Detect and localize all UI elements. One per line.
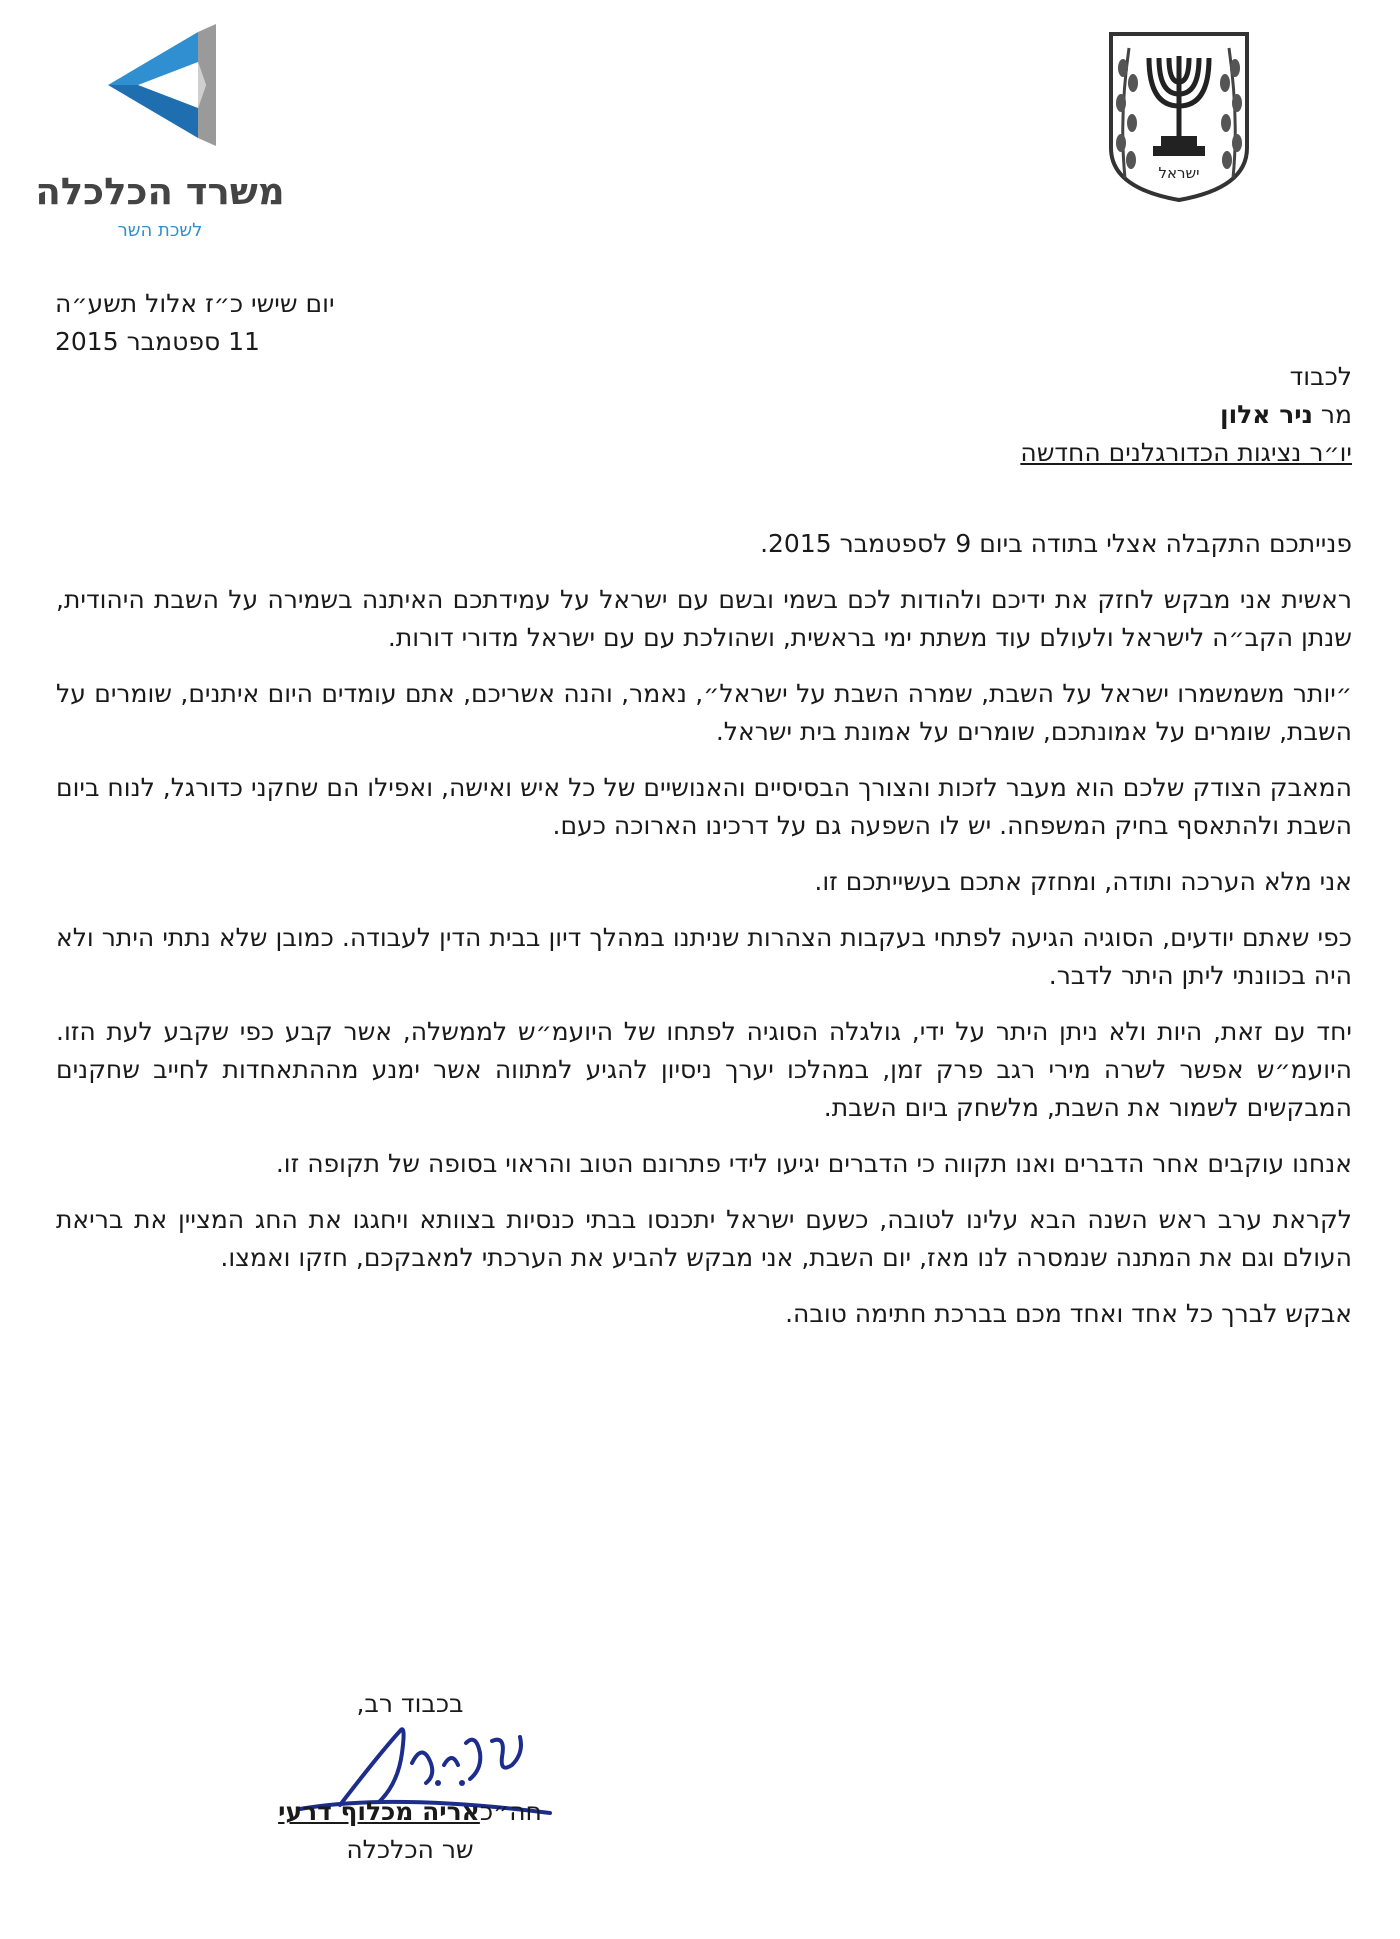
body-paragraph: ראשית אני מבקש לחזק את ידיכם ולהודות לכם בשמי ובשם עם ישראל על עמידתכם האיתנה בשמירה על השבת היהודית, שנתן הקב״ה לישראל ולעולם עוד משתת ימי בראשית, ושהולכת עם עם ישראל מדורי דורות.	[56, 585, 1352, 652]
signatory-role: שר הכלכלה	[346, 1835, 474, 1864]
gregorian-date: 11 ספטמבר 2015	[55, 327, 260, 356]
letter-body	[56, 525, 1352, 1351]
body-paragraph: לקראת ערב ראש השנה הבא עלינו לטובה, כשעם ישראל יתכנסו בבתי כנסיות בצוותא ויחגגו את החג המציין את בריאת העולם וגם את המתנה שנמסרה לנו מאז, יום השבת, אני מבקש להביע את הערכתי למאבקכם, חזקו ואמצו.	[56, 1205, 1352, 1272]
body-paragraph: ״יותר משמשמרו ישראל על השבת, שמרה השבת על ישראל״, נאמר, והנה אשריכם, אתם עומדים היום איתנים, שומרים על השבת, שומרים על אמונתכם, שומרים על אמונת בית ישראל.	[56, 679, 1352, 746]
hebrew-date: יום שישי כ״ז אלול תשע״ה	[55, 289, 335, 318]
body-paragraph: יחד עם זאת, היות ולא ניתן היתר על ידי, גולגלה הסוגיה לפתחו של היועמ״ש לממשלה, אשר קבע כפי שקבע לעת הזו. היועמ״ש אפשר לשרה מירי רגב פרק זמן, במהלכו יערך ניסיון להגיע למתווה אשר ימנע מההתאחדות לחייב שחקנים המבקשים לשמור את השבת, מלשחק ביום השבת.	[56, 1017, 1352, 1122]
signatory-name: אריה מכלוף דרעי	[278, 1797, 480, 1826]
addressee-title: יו״ר נציגות הכדורגלנים החדשה	[1020, 438, 1352, 467]
addressee-salutation: לכבוד	[1289, 362, 1352, 391]
ministry-name: משרד הכלכלה	[35, 170, 285, 213]
body-paragraph: אבקש לברך כל אחד ואחד מכם בברכת חתימה טובה.	[785, 1299, 1352, 1328]
signature-closing: בכבוד רב,	[356, 1689, 464, 1718]
body-paragraph: כפי שאתם יודעים, הסוגיה הגיעה לפתחי בעקבות הצהרות שניתנו במהלך דיון בבית הדין לעבודה. כמובן שלא נתתי היתר ולא היה בכוונתי ליתן היתר לדבר.	[56, 923, 1352, 990]
addressee-prefix: מר	[1320, 400, 1352, 429]
body-paragraph: המאבק הצודק שלכם הוא מעבר לזכות והצורך הבסיסיים והאנושיים של כל איש ואישה, ואפילו הם שחקני כדורגל, לנוח ביום השבת ולהתאסף בחיק המשפחה. יש לו השפעה גם על דרכינו הארוכה כעם.	[56, 773, 1352, 840]
body-paragraph: פנייתכם התקבלה אצלי בתודה ביום 9 לספטמבר 2015.	[760, 529, 1352, 558]
date-block	[55, 285, 435, 361]
addressee-block	[752, 358, 1352, 472]
signature-name-line	[230, 1793, 590, 1831]
body-paragraph: אני מלא הערכה ותודה, ומחזק אתכם בעשייתכם זו.	[814, 867, 1352, 896]
state-emblem	[1105, 28, 1253, 204]
signature-prefix: חה״כ	[479, 1797, 542, 1826]
signature-block	[230, 1685, 590, 1885]
ministry-subtitle: לשכת השר	[117, 220, 203, 241]
addressee-name: ניר אלון	[1220, 400, 1313, 429]
ministry-triangle-icon	[88, 20, 228, 150]
addressee-name-line	[752, 396, 1352, 434]
body-paragraph: אנחנו עוקבים אחר הדברים ואנו תקווה כי הדברים יגיעו לידי פתרונם הטוב והראוי בסופה של תקופה זו.	[275, 1149, 1352, 1178]
menorah-emblem-icon	[1105, 28, 1253, 204]
emblem-text: ישראל	[1158, 164, 1200, 182]
ministry-logo	[20, 20, 300, 250]
